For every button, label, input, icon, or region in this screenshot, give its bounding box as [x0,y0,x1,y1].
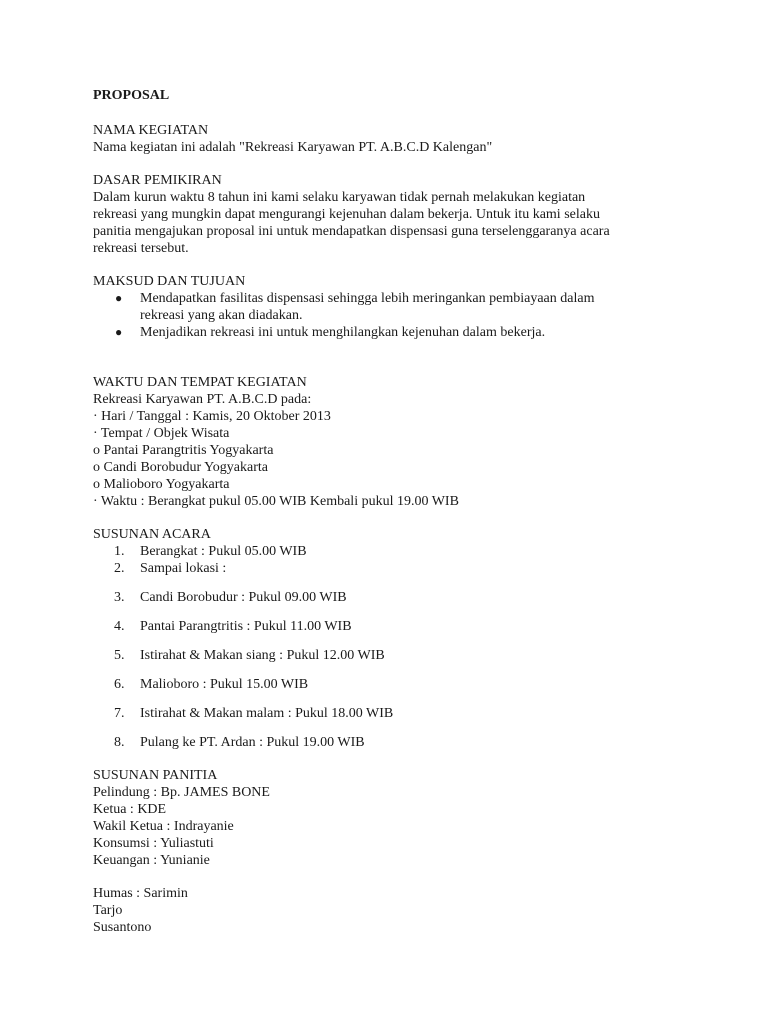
heading-susunan-panitia: SUSUNAN PANITIA [93,768,218,783]
list-item [93,676,683,693]
list-item [93,647,683,664]
list-number: 4. [114,619,125,634]
document-page [93,86,683,936]
document-title: PROPOSAL [93,88,170,103]
list-item-text: Pulang ke PT. Ardan : Pukul 19.00 WIB [140,735,365,750]
list-item-text: Candi Borobudur : Pukul 09.00 WIB [140,590,347,605]
humas-line: Tarjo [93,903,123,918]
heading-nama-kegiatan: NAMA KEGIATAN [93,123,209,138]
humas-line: Humas : Sarimin [93,886,188,901]
list-item [93,705,683,722]
waktu-tempat-line: · Hari / Tanggal : Kamis, 20 Oktober 2013 [93,409,331,424]
dasar-pemikiran-line: panitia mengajukan proposal ini untuk mendapatkan dispensasi guna terselenggaranya acara [93,224,610,239]
list-item-text: Pantai Parangtritis : Pukul 11.00 WIB [140,619,352,634]
list-item-text: Sampai lokasi : [140,561,227,576]
waktu-tempat-line: Rekreasi Karyawan PT. A.B.C.D pada: [93,392,312,407]
waktu-tempat-line: o Malioboro Yogyakarta [93,477,230,492]
dasar-pemikiran-line: Dalam kurun waktu 8 tahun ini kami selaku karyawan tidak pernah melakukan kegiatan [93,190,586,205]
list-number: 5. [114,648,125,663]
list-number: 2. [114,561,125,576]
heading-susunan-acara: SUSUNAN ACARA [93,527,211,542]
heading-waktu-tempat: WAKTU DAN TEMPAT KEGIATAN [93,375,307,390]
list-item-text: Mendapatkan fasilitas dispensasi sehingga lebih meringankan pembiayaan dalam [140,291,595,306]
waktu-tempat-line: o Pantai Parangtritis Yogyakarta [93,443,274,458]
heading-dasar-pemikiran: DASAR PEMIKIRAN [93,173,222,188]
waktu-tempat-line: · Waktu : Berangkat pukul 05.00 WIB Kembali pukul 19.00 WIB [93,494,459,509]
list-item-text: Menjadikan rekreasi ini untuk menghilangkan kejenuhan dalam bekerja. [140,325,546,340]
panitia-line: Pelindung : Bp. JAMES BONE [93,785,270,800]
bullet-icon: ● [115,325,123,339]
list-number: 8. [114,735,125,750]
list-item [93,324,683,341]
waktu-tempat-line: · Tempat / Objek Wisata [93,426,230,441]
dasar-pemikiran-line: rekreasi yang mungkin dapat mengurangi kejenuhan dalam bekerja. Untuk itu kami selaku [93,207,600,222]
nama-kegiatan-text: Nama kegiatan ini adalah "Rekreasi Karyawan PT. A.B.C.D Kalengan" [93,140,493,155]
list-item-text: Malioboro : Pukul 15.00 WIB [140,677,309,692]
list-item [93,618,683,635]
list-item-text: rekreasi yang akan diadakan. [140,308,303,323]
panitia-line: Keuangan : Yunianie [93,853,210,868]
panitia-line: Ketua : KDE [93,802,167,817]
list-item [93,734,683,751]
susunan-acara-list [93,543,683,751]
list-number: 1. [114,544,125,559]
list-item-text: Istirahat & Makan siang : Pukul 12.00 WIB [140,648,385,663]
waktu-tempat-line: o Candi Borobudur Yogyakarta [93,460,268,475]
panitia-line: Wakil Ketua : Indrayanie [93,819,234,834]
list-item [93,543,683,560]
humas-line: Susantono [93,920,152,935]
list-number: 7. [114,706,125,721]
heading-maksud-tujuan: MAKSUD DAN TUJUAN [93,274,246,289]
list-item [93,589,683,606]
panitia-line: Konsumsi : Yuliastuti [93,836,214,851]
list-number: 6. [114,677,125,692]
list-item-text: Istirahat & Makan malam : Pukul 18.00 WIB [140,706,394,721]
maksud-tujuan-list [93,290,683,341]
bullet-icon: ● [115,291,123,305]
list-item [93,290,683,324]
list-item [93,560,683,577]
dasar-pemikiran-line: rekreasi tersebut. [93,241,189,256]
list-number: 3. [114,590,125,605]
list-item-text: Berangkat : Pukul 05.00 WIB [140,544,307,559]
